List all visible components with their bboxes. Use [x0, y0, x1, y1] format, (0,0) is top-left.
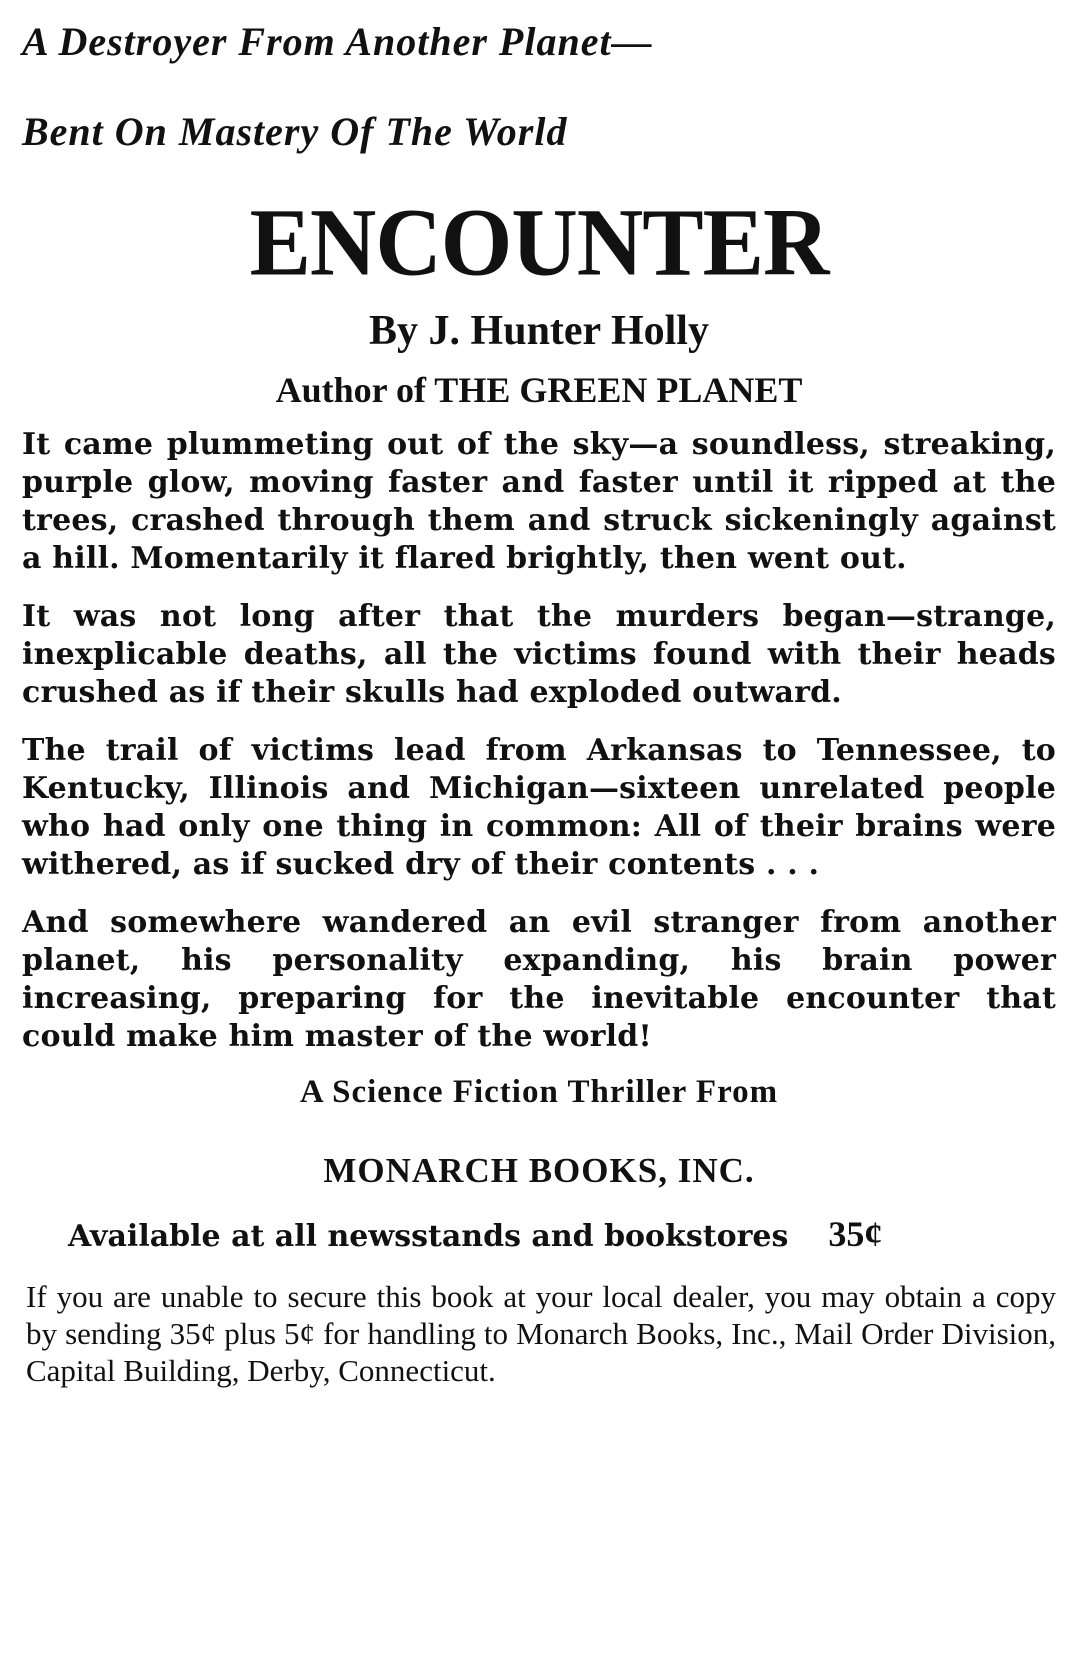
author-byline: By J. Hunter Holly	[369, 308, 709, 354]
synopsis	[22, 426, 1056, 1056]
mail-order-note: If you are unable to secure this book at your local dealer, you may obtain a copy by sending 35¢ plus 5¢ for handling to Monarch Books, Inc., Mail Order Division, Capital Building, Derby, Connecticut.	[26, 1279, 1056, 1388]
author-previous-work: Author of THE GREEN PLANET	[275, 370, 803, 410]
synopsis-paragraph-4: And somewhere wandered an evil stranger from another planet, his personality expanding, his brain power increasing, preparing for the inevitable encounter that could make him master of the world!	[22, 905, 1056, 1054]
synopsis-paragraph-1: It came plummeting out of the sky—a soundless, streaking, purple glow, moving faster and faster until it ripped at the trees, crashed through them and struck sickeningly against a hill. Momentarily it flared brightly, then went out.	[22, 427, 1056, 576]
tagline-destroyer: A Destroyer From Another Planet—	[22, 19, 653, 64]
availability-line	[22, 1216, 1056, 1252]
genre-line: A Science Fiction Thriller From	[299, 1074, 779, 1110]
tagline-mastery: Bent On Mastery Of The World	[22, 109, 568, 154]
book-title: ENCOUNTER	[249, 188, 829, 296]
synopsis-paragraph-3: The trail of victims lead from Arkansas to Tennessee, to Kentucky, Illinois and Michigan—sixteen unrelated people who had only one thing in common: All of their brains were withered, as if sucked dry of their contents . . .	[22, 733, 1056, 882]
publisher-name: MONARCH BOOKS, INC.	[323, 1151, 755, 1190]
synopsis-paragraph-2: It was not long after that the murders began—strange, inexplicable deaths, all the victims found with their heads crushed as if their skulls had exploded outward.	[22, 599, 1056, 710]
price: 35¢	[828, 1214, 883, 1254]
availability-text: Available at all newsstands and bookstores	[68, 1219, 789, 1254]
